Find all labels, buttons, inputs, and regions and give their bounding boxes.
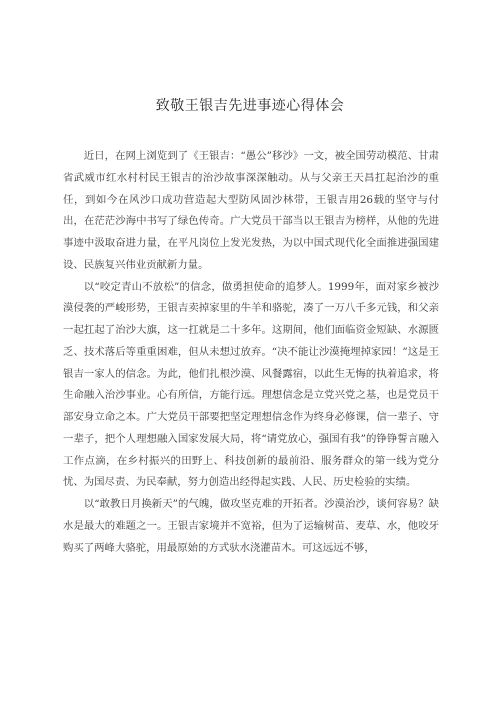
paragraph-1: 近日，在网上浏览到了《王银吉：“愚公”移沙》一文，被全国劳动模范、甘肃省武威市红水村村民王银吉的治沙故事深深触动。从与父亲王天昌扛起治沙的重任，到如今在风沙口成功营造起大型防风固沙林带，王银吉用26载的坚守与付出，在茫茫沙海中书写了绿色传奇。广大党员干部当以王银吉为榜样，从他的先进事迹中汲取奋进力量，在平凡岗位上发光发热，为以中国式现代化全面推进强国建设、民族复兴伟业贡献新力量。	[63, 150, 439, 271]
document-body	[63, 146, 439, 559]
paragraph-2: 以“咬定青山不放松”的信念，做勇担使命的追梦人。1999年，面对家乡被沙漠侵袭的严峻形势，王银吉卖掉家里的牛羊和骆驼，凑了一万八千多元钱，和父亲一起扛起了治沙大旗，这一扛就是二十多年。这期间，他们面临资金短缺、水源匮乏、技术落后等重重困难，但从未想过放弃。“决不能让沙漠掩埋掉家园！”这是王银吉一家人的信念。为此，他们扎根沙漠、风餐露宿，以此生无悔的执着追求，将生命融入治沙事业。心有所信，方能行远。理想信念是立党兴党之基，也是党员干部安身立命之本。广大党员干部要把坚定理想信念作为终身必修课，信一辈子、守一辈子，把个人理想融入国家发展大局，将“请党放心，强国有我”的铮铮誓言融入工作点滴，在乡村振兴的田野上、科技创新的最前沿、服务群众的第一线为党分忧、为国尽责、为民奉献，努力创造出经得起实践、人民、历史检验的实绩。	[63, 280, 439, 489]
paragraph-3: 以“敢教日月换新天”的气魄，做攻坚克难的开拓者。沙漠治沙，谈何容易？缺水是最大的难题之一。王银吉家境并不宽裕，但为了运输树苗、麦草、水，他咬牙购买了两峰大骆驼，用最原始的方式驮水浇灌苗木。可这远远不够，	[63, 498, 439, 554]
document-title: 致敬王银吉先进事迹心得体会	[155, 98, 345, 114]
